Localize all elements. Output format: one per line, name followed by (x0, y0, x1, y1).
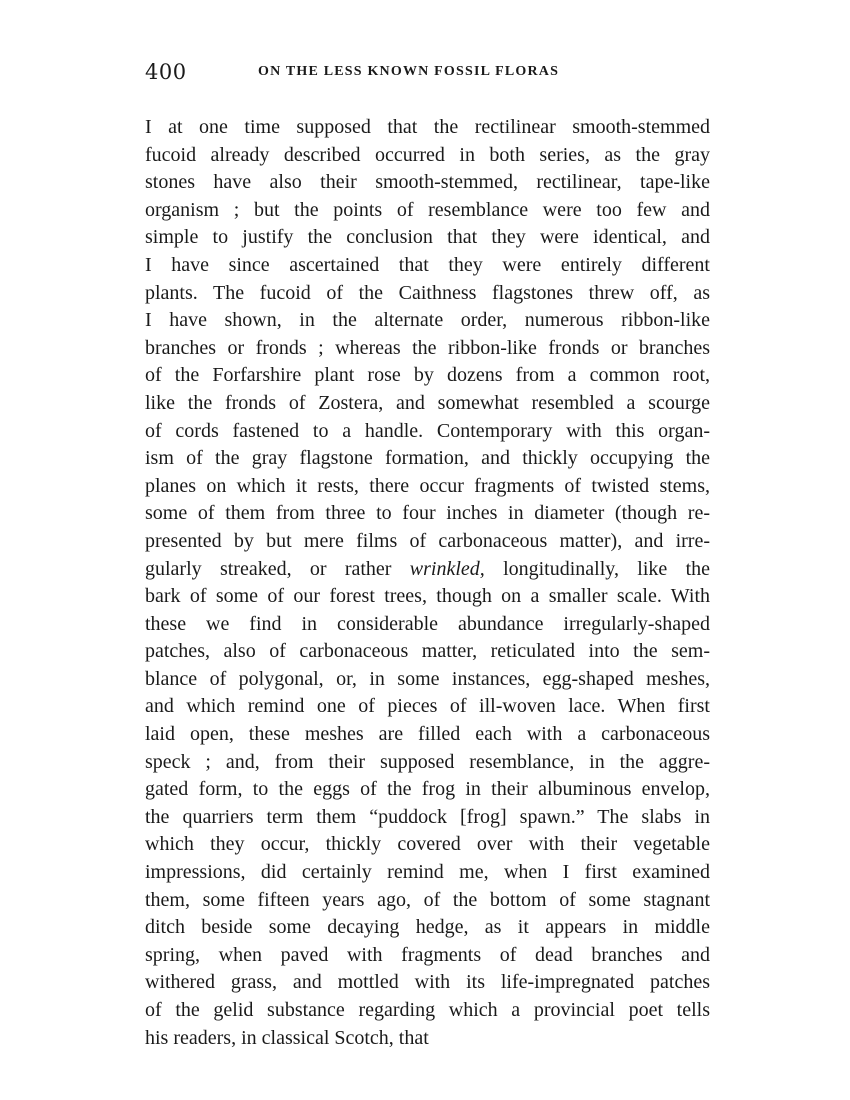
text-segment: organism ; but the points of resemblance were too few and (145, 198, 710, 221)
text-line (145, 1025, 710, 1053)
text-line (145, 335, 710, 363)
text-line (145, 583, 710, 611)
text-line (145, 969, 710, 997)
text-line (145, 749, 710, 777)
text-segment: of the Forfarshire plant rose by dozens from a common root, (145, 364, 710, 387)
text-line (145, 224, 710, 252)
text-line (145, 666, 710, 694)
text-segment: laid open, these meshes are filled each with a carbonaceous (145, 723, 710, 746)
text-line (145, 114, 710, 142)
page-header (145, 60, 710, 90)
text-line (145, 693, 710, 721)
text-segment: simple to justify the conclusion that they were identical, and (145, 226, 710, 249)
text-line (145, 390, 710, 418)
text-line (145, 638, 710, 666)
body-text (145, 114, 710, 1052)
text-segment: blance of polygonal, or, in some instances, egg-shaped meshes, (145, 667, 710, 690)
text-segment: longitudinally, like the (484, 557, 710, 580)
text-segment: impressions, did certainly remind me, when I first examined (145, 861, 710, 884)
text-segment: which they occur, thickly covered over with their vegetable (145, 833, 710, 856)
text-segment: plants. The fucoid of the Caithness flagstones threw off, as (145, 281, 710, 304)
text-line (145, 942, 710, 970)
text-segment: like the fronds of Zostera, and somewhat resembled a scourge (145, 391, 710, 414)
text-line (145, 804, 710, 832)
text-line (145, 776, 710, 804)
text-line (145, 721, 710, 749)
text-segment: spring, when paved with fragments of dead branches and (145, 943, 710, 966)
text-segment: some of them from three to four inches in diameter (though re- (145, 502, 710, 525)
text-segment: branches or fronds ; whereas the ribbon-like fronds or branches (145, 336, 710, 359)
text-line (145, 142, 710, 170)
text-line (145, 169, 710, 197)
text-line (145, 307, 710, 335)
text-segment: these we find in considerable abundance irregularly-shaped (145, 612, 710, 635)
text-segment: patches, also of carbonaceous matter, reticulated into the sem- (145, 640, 710, 663)
text-segment: his readers, in classical Scotch, that (145, 1026, 429, 1049)
text-line (145, 887, 710, 915)
text-segment: stones have also their smooth-stemmed, rectilinear, tape-like (145, 171, 710, 194)
text-segment: I at one time supposed that the rectilinear smooth-stemmed (145, 116, 710, 138)
text-line (145, 831, 710, 859)
text-segment: gularly streaked, or rather (145, 557, 410, 580)
text-segment: gated form, to the eggs of the frog in their albuminous envelop, (145, 778, 710, 801)
running-head: ON THE LESS KNOWN FOSSIL FLORAS (258, 64, 560, 79)
page-number: 400 (145, 60, 187, 84)
text-line (145, 997, 710, 1025)
text-line (145, 252, 710, 280)
text-segment: I have shown, in the alternate order, numerous ribbon-like (145, 309, 710, 332)
text-line (145, 473, 710, 501)
text-segment: presented by but mere films of carbonaceous matter), and irre- (145, 529, 710, 552)
text-segment: and which remind one of pieces of ill-woven lace. When first (145, 695, 710, 718)
text-line (145, 528, 710, 556)
text-segment: I have since ascertained that they were entirely different (145, 253, 710, 276)
text-segment: ism of the gray flagstone formation, and thickly occupying the (145, 447, 710, 470)
text-segment: withered grass, and mottled with its life-impregnated patches (145, 971, 710, 994)
text-segment: bark of some of our forest trees, though on a smaller scale. With (145, 585, 710, 608)
text-line (145, 500, 710, 528)
text-line (145, 362, 710, 390)
text-segment: the quarriers term them “puddock [frog] spawn.” The slabs in (145, 805, 710, 828)
text-line (145, 859, 710, 887)
text-line (145, 914, 710, 942)
text-line (145, 280, 710, 308)
text-line (145, 418, 710, 446)
text-segment: them, some fifteen years ago, of the bottom of some stagnant (145, 888, 710, 911)
text-line (145, 556, 710, 584)
text-segment: ditch beside some decaying hedge, as it appears in middle (145, 916, 710, 939)
text-segment: fucoid already described occurred in both series, as the gray (145, 143, 710, 166)
text-segment: planes on which it rests, there occur fragments of twisted stems, (145, 474, 710, 497)
italic-text: wrinkled, (409, 557, 485, 580)
text-segment: of cords fastened to a handle. Contemporary with this organ- (145, 419, 710, 442)
text-line (145, 197, 710, 225)
text-segment: speck ; and, from their supposed resemblance, in the aggre- (145, 750, 710, 773)
text-segment: of the gelid substance regarding which a provincial poet tells (145, 999, 710, 1021)
text-line (145, 445, 710, 473)
text-line (145, 611, 710, 639)
